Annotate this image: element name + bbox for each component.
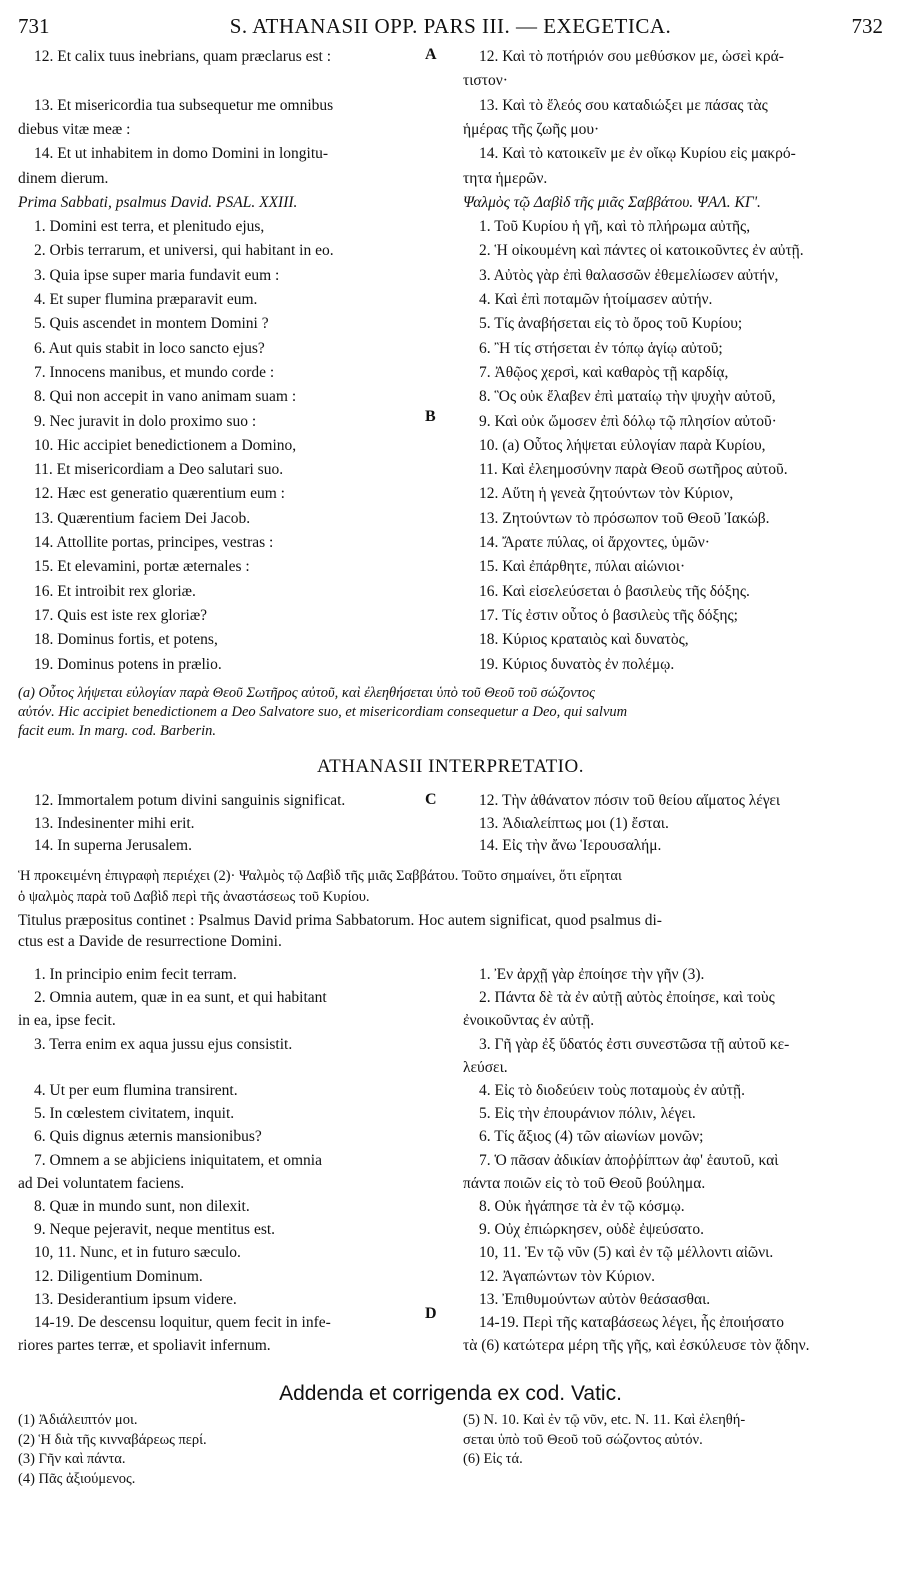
text-line: σεται ὑπὸ τοῦ Θεοῦ τοῦ σώζοντος αὐτόν.	[463, 1431, 703, 1448]
text-line: (4) Πᾶς ἀξιούμενος.	[18, 1470, 136, 1487]
greek-line: 12. Ἀγαπώντων τὸν Κύριον.	[479, 1267, 656, 1285]
latin-line: 14. Attollite portas, principes, vestras :	[34, 534, 274, 551]
greek-line: 18. Κύριος κραταιὸς καὶ δυνατὸς,	[479, 631, 689, 649]
running-title: S. ATHANASII OPP. PARS III. — EXEGETICA.	[229, 14, 672, 38]
latin-line: diebus vitæ meæ :	[18, 120, 131, 138]
greek-line: τητα ἡμερῶν.	[463, 169, 548, 187]
greek-line: 15. Καὶ ἐπάρθητε, πύλαι αἰώνιοι·	[479, 558, 686, 576]
greek-line: 6. Ἢ τίς στήσεται ἐν τόπῳ ἁγίῳ αὐτοῦ;	[479, 339, 723, 357]
greek-line: τιστον·	[463, 72, 508, 90]
latin-line: 8. Qui non accepit in vano animam suam :	[34, 388, 297, 406]
latin-line: 2. Omnia autem, quæ in ea sunt, et qui habitant	[34, 989, 327, 1007]
latin-line: 13. Quærentium faciem Dei Jacob.	[34, 509, 251, 527]
latin-line: riores partes terræ, et spoliavit infernum.	[18, 1337, 271, 1355]
text-line: Ἡ προκειμένη ἐπιγραφὴ περιέχει (2)· Ψαλμὸς τῷ Δαβὶδ τῆς μιᾶς Σαββάτου. Τοῦτο σημαίνει, ὅτι εἴρηται	[18, 868, 622, 884]
greek-line: 7. Ὁ πᾶσαν ἀδικίαν ἀποῤῥίπτων ἀφ' ἑαυτοῦ, καὶ	[479, 1151, 779, 1169]
text-line: facit eum. In marg. cod. Barberin.	[18, 723, 217, 739]
greek-line: 2. Πάντα δὲ τὰ ἐν αὐτῇ αὐτὸς ἐποίησε, καὶ τοὺς	[479, 989, 775, 1007]
latin-line: 15. Et elevamini, portæ æternales :	[34, 558, 250, 576]
greek-line: 16. Καὶ εἰσελεύσεται ὁ βασιλεὺς τῆς δόξης.	[479, 582, 750, 600]
latin-line: 13. Desiderantium ipsum videre.	[34, 1290, 237, 1308]
margin-letter-b: B	[425, 408, 436, 425]
greek-line: 12. Αὕτη ἡ γενεὰ ζητούντων τὸν Κύριον,	[479, 485, 734, 503]
text-line: (5) N. 10. Καὶ ἐν τῷ νῦν, etc. N. 11. Καὶ ἐλεηθή-	[463, 1412, 746, 1428]
latin-line: 12. Et calix tuus inebrians, quam præclarus est :	[34, 48, 332, 65]
greek-line: 3. Αὐτὸς γὰρ ἐπὶ θαλασσῶν ἐθεμελίωσεν αὐτήν,	[479, 266, 779, 284]
text-line: ctus est a Davide de resurrectione Domini.	[18, 933, 282, 950]
latin-line: 5. Quis ascendet in montem Domini ?	[34, 315, 269, 333]
latin-line: in ea, ipse fecit.	[18, 1012, 116, 1030]
margin-letter-d: D	[425, 1305, 437, 1322]
margin-letter-a: A	[425, 46, 437, 63]
latin-line: 9. Nec juravit in dolo proximo suo :	[34, 412, 257, 430]
greek-line: 12. Τὴν ἀθάνατον πόσιν τοῦ θείου αἵματος λέγει	[479, 792, 781, 809]
margin-letter-c: C	[425, 791, 437, 808]
latin-line: 14. In superna Jerusalem.	[34, 837, 192, 854]
interpretatio-title: ATHANASII INTERPRETATIO.	[317, 756, 584, 777]
greek-line: 5. Τίς ἀναβήσεται εἰς τὸ ὄρος τοῦ Κυρίου;	[479, 315, 743, 333]
text-line: Titulus præpositus continet : Psalmus David prima Sabbatorum. Hoc autem significat, quod psalmus di-	[18, 912, 662, 929]
latin-line: 5. In cœlestem civitatem, inquit.	[34, 1105, 235, 1123]
addenda-title: Addenda et corrigenda ex cod. Vatic.	[279, 1382, 622, 1405]
latin-line: 1. Domini est terra, et plenitudo ejus,	[34, 218, 265, 236]
latin-line: 19. Dominus potens in prælio.	[34, 655, 222, 673]
greek-line: 14. Εἰς τὴν ἄνω Ἱερουσαλήμ.	[479, 837, 662, 854]
text-line: αὐτόν. Hic accipiet benedictionem a Deo Salvatore suo, et misericordiam consequetur a Deo, qui salvum	[18, 704, 628, 720]
latin-line: 1. In principio enim fecit terram.	[34, 966, 237, 983]
page-header	[18, 14, 883, 40]
latin-line: dinem dierum.	[18, 169, 109, 187]
text-line: (a) Οὗτος λήψεται εὐλογίαν παρὰ Θεοῦ Σωτῆρος αὐτοῦ, καὶ ἐλεηθήσεται ὑπὸ τοῦ Θεοῦ τοῦ σώζοντος	[18, 685, 595, 701]
latin-line: 17. Quis est iste rex gloriæ?	[34, 606, 208, 624]
greek-line: 13. Ἐπιθυμούντων αὐτὸν θεάσασθαι.	[479, 1290, 711, 1308]
greek-line: 2. Ἡ οἰκουμένη καὶ πάντες οἱ κατοικοῦντες ἐν αὐτῇ.	[479, 242, 804, 260]
greek-line: 17. Τίς ἐστιν οὗτος ὁ βασιλεὺς τῆς δόξης;	[479, 606, 738, 624]
greek-line: 5. Εἰς τὴν ἐπουράνιον πόλιν, λέγει.	[479, 1105, 696, 1123]
page-number-right: 732	[851, 14, 883, 38]
text-line: (2) Ἡ διὰ τῆς κινναβάρεως περί.	[18, 1431, 207, 1448]
greek-line: τὰ (6) κατώτερα μέρη τῆς γῆς, καὶ ἐσκύλευσε τὸν ᾅδην.	[463, 1337, 810, 1355]
greek-line: 3. Γῆ γὰρ ἐξ ὕδατός ἐστι συνεστῶσα τῇ αὐτοῦ κε-	[479, 1035, 790, 1053]
greek-line: 11. Καὶ ἐλεημοσύνην παρὰ Θεοῦ σωτῆρος αὐτοῦ.	[479, 461, 788, 479]
latin-line: 12. Diligentium Dominum.	[34, 1267, 203, 1285]
latin-line: 8. Quæ in mundo sunt, non dilexit.	[34, 1198, 250, 1215]
latin-line: 3. Terra enim ex aqua jussu ejus consistit.	[34, 1035, 293, 1053]
latin-line: 9. Neque pejeravit, neque mentitus est.	[34, 1221, 276, 1239]
latin-line: Prima Sabbati, psalmus David. PSAL. XXIII.	[18, 193, 298, 211]
greek-line: 14. Ἄρατε πύλας, οἱ ἄρχοντες, ὑμῶν·	[479, 534, 710, 551]
latin-line: 4. Et super flumina præparavit eum.	[34, 291, 258, 308]
greek-line: Ψαλμὸς τῷ Δαβὶδ τῆς μιᾶς Σαββάτου. ΨΑΛ. ΚΓ'.	[463, 193, 761, 211]
latin-line: 12. Immortalem potum divini sanguinis significat.	[34, 792, 346, 809]
greek-line: 13. Ἀδιαλείπτως μοι (1) ἔσται.	[479, 814, 669, 832]
latin-line: 6. Quis dignus æternis mansionibus?	[34, 1128, 262, 1146]
greek-line: 14-19. Περὶ τῆς καταβάσεως λέγει, ἧς ἐποιήσατο	[479, 1314, 784, 1331]
page-number-left: 731	[18, 14, 50, 38]
latin-line: 12. Hæc est generatio quærentium eum :	[34, 485, 285, 503]
greek-line: 10. (a) Οὗτος λήψεται εὐλογίαν παρὰ Κυρίου,	[479, 436, 766, 454]
latin-line: 13. Et misericordia tua subsequetur me omnibus	[34, 96, 334, 114]
greek-line: 4. Καὶ ἐπὶ ποταμῶν ἡτοίμασεν αὐτήν.	[479, 291, 713, 308]
greek-line: 14. Καὶ τὸ κατοικεῖν με ἐν οἴκῳ Κυρίου εἰς μακρό-	[479, 145, 796, 163]
greek-line: 8. Οὐκ ἠγάπησε τὰ ἐν τῷ κόσμῳ.	[479, 1198, 685, 1215]
latin-line: 10, 11. Nunc, et in futuro sæculo.	[34, 1244, 241, 1262]
latin-line: 14-19. De descensu loquitur, quem fecit in infe-	[34, 1314, 331, 1331]
greek-line: 10, 11. Ἐν τῷ νῦν (5) καὶ ἐν τῷ μέλλοντι αἰῶνι.	[479, 1244, 774, 1262]
text-line: (3) Γῆν καὶ πάντα.	[18, 1451, 126, 1467]
greek-line: 13. Ζητούντων τὸ πρόσωπον τοῦ Θεοῦ Ἰακώβ.	[479, 509, 770, 527]
greek-line: 4. Εἰς τὸ διοδεύειν τοὺς ποταμοὺς ἐν αὐτῇ.	[479, 1082, 746, 1099]
greek-line: 19. Κύριος δυνατὸς ἐν πολέμῳ.	[479, 655, 675, 673]
latin-line: 6. Aut quis stabit in loco sancto ejus?	[34, 339, 265, 357]
greek-line: 7. Ἀθῷος χερσὶ, καὶ καθαρὸς τῇ καρδίᾳ,	[479, 363, 729, 381]
text-line: (6) Εἰς τά.	[463, 1451, 523, 1467]
latin-line: 13. Indesinenter mihi erit.	[34, 814, 195, 832]
greek-line: λεύσει.	[463, 1058, 508, 1076]
latin-line: 14. Et ut inhabitem in domo Domini in longitu-	[34, 145, 329, 163]
greek-line: 8. Ὃς οὐκ ἔλαβεν ἐπὶ ματαίῳ τὴν ψυχὴν αὐτοῦ,	[479, 388, 776, 406]
greek-line: ἐνοικοῦντας ἐν αὐτῇ.	[463, 1012, 595, 1030]
text-line: ὁ ψαλμὸς παρὰ τοῦ Δαβὶδ περὶ τῆς ἀναστάσεως τοῦ Κυρίου.	[18, 889, 370, 905]
latin-line: ad Dei voluntatem faciens.	[18, 1174, 185, 1192]
latin-line: 10. Hic accipiet benedictionem a Domino,	[34, 436, 297, 454]
greek-line: 1. Ἐν ἀρχῇ γὰρ ἐποίησε τὴν γῆν (3).	[479, 966, 705, 983]
greek-line: 13. Καὶ τὸ ἔλεός σου καταδιώξει με πάσας τὰς	[479, 96, 768, 114]
greek-line: 12. Καὶ τὸ ποτήριόν σου μεθύσκον με, ὡσεὶ κρά-	[479, 48, 784, 65]
latin-line: 11. Et misericordiam a Deo salutari suo.	[34, 461, 284, 479]
greek-line: ἡμέρας τῆς ζωῆς μου·	[463, 120, 600, 138]
latin-line: 3. Quia ipse super maria fundavit eum :	[34, 266, 280, 284]
greek-line: 9. Οὐχ ἐπιώρκησεν, οὐδὲ ἐψεύσατο.	[479, 1221, 704, 1239]
latin-line: 7. Omnem a se abjiciens iniquitatem, et omnia	[34, 1151, 322, 1169]
latin-line: 18. Dominus fortis, et potens,	[34, 631, 218, 649]
latin-line: 2. Orbis terrarum, et universi, qui habitant in eo.	[34, 242, 334, 260]
text-line: (1) Ἀδιάλειπτόν μοι.	[18, 1412, 138, 1428]
greek-line: 1. Τοῦ Κυρίου ἡ γῆ, καὶ τὸ πλήρωμα αὐτῆς,	[479, 218, 751, 236]
latin-line: 7. Innocens manibus, et mundo corde :	[34, 363, 275, 381]
greek-line: 9. Καὶ οὐκ ὤμοσεν ἐπὶ δόλῳ τῷ πλησίον αὐτοῦ·	[479, 412, 777, 430]
greek-line: 6. Τίς ἄξιος (4) τῶν αἰωνίων μονῶν;	[479, 1128, 704, 1146]
greek-line: πάντα ποιῶν εἰς τὸ τοῦ Θεοῦ βούλημα.	[463, 1174, 706, 1192]
latin-line: 4. Ut per eum flumina transirent.	[34, 1082, 238, 1099]
latin-line: 16. Et introibit rex gloriæ.	[34, 582, 196, 600]
